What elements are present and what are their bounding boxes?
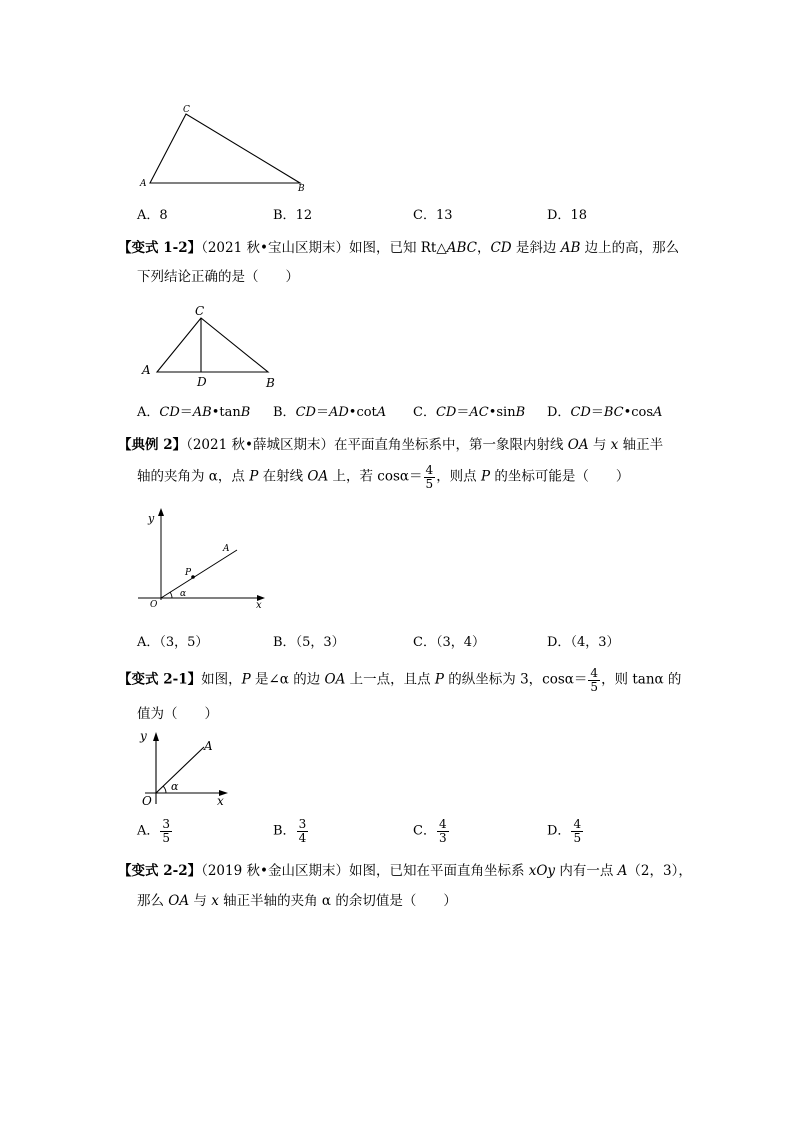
q1-option-d[interactable]: D．CD＝BC•cosA [547,405,663,420]
q3-option-a[interactable]: A． $\frac{3}{5}$ [137,817,171,845]
q1-option-a[interactable]: A．CD＝AB•tanB [137,405,251,420]
q2-option-d[interactable]: D．（4，3） [547,635,620,650]
q2-label-o: O [150,600,158,610]
q3-option-d[interactable]: D． $\frac{4}{5}$ [547,817,582,845]
q2-stem-line2: 轴的夹角为 α，点 P 在射线 OA 上，若 cosα＝ $\frac{4}{5}$ ，则点 P 的坐标可能是（ ） [137,463,630,491]
q1-label-c: C [195,304,205,318]
q3-label-o: O [142,794,152,808]
q1-option-b[interactable]: B．CD＝AD•cotA [273,405,387,420]
q4-stem-line1: 【变式 2-2】（2019 秋•金山区期末）如图，已知在平面直角坐标系 xOy 内有一点 A（2，3）， [118,863,692,879]
q2-option-b[interactable]: B．（5，3） [273,635,345,650]
q2-stem-line1: 【典例 2】（2021 秋•薛城区期末）在平面直角坐标系中，第一象限内射线 OA 与 x 轴正半 [118,437,664,453]
q1-stem-line1: 【变式 1-2】（2021 秋•宝山区期末）如图，已知 Rt△ABC，CD 是斜边 AB 边上的高，那么 [118,240,680,256]
q0-option-b[interactable]: B．12 [273,208,313,223]
q3-tag: 【变式 2-1】 [118,671,202,688]
vertex-label-a: A [140,179,147,189]
vertex-label-b: B [298,184,305,194]
q2-label-p: P [185,568,192,578]
q1-stem-line2: 下列结论正确的是（ ） [137,269,299,285]
q2-label-a: A [223,544,230,554]
q2-cos-fraction: $\frac{4}{5}$ [425,463,434,491]
q1-option-c[interactable]: C．CD＝AC•sinB [413,405,526,420]
q2-axis-x-label: x [256,600,262,611]
q3-label-alpha: α [171,780,179,793]
q3-axis-x-label: x [217,794,224,808]
q3-stem-line2: 值为（ ） [137,706,218,722]
q4-stem-line2: 那么 OA 与 x 轴正半轴的夹角 α 的余切值是（ ） [137,893,457,909]
q1-label-b: B [266,376,275,390]
q0-option-a[interactable]: A．8 [137,208,168,223]
q2-axis-y-label: y [148,512,155,525]
q3-option-b[interactable]: B． $\frac{3}{4}$ [273,817,307,845]
q3-stem-line1: 【变式 2-1】如图，P 是∠α 的边 OA 上一点，且点 P 的纵坐标为 3，cosα＝ $\frac{4}{5}$ ，则 tanα 的 [118,666,682,694]
q2-option-a[interactable]: A．（3，5） [137,635,209,650]
q4-tag: 【变式 2-2】 [118,863,202,879]
q0-option-d[interactable]: D．18 [547,208,587,223]
q2-option-c[interactable]: C．（3，4） [413,635,485,650]
q1-label-a: A [142,363,151,377]
q1-label-d: D [197,375,207,389]
q3-cos-fraction: $\frac{4}{5}$ [590,666,599,694]
vertex-label-c: C [183,105,190,115]
q2-label-alpha: α [180,589,187,599]
q1-tag: 【变式 1-2】 [118,240,202,256]
q2-tag: 【典例 2】 [118,437,187,453]
q3-option-c[interactable]: C． $\frac{4}{3}$ [413,817,447,845]
q3-axis-y-label: y [140,729,147,743]
q0-option-c[interactable]: C．13 [413,208,453,223]
q3-label-a: A [204,739,213,753]
